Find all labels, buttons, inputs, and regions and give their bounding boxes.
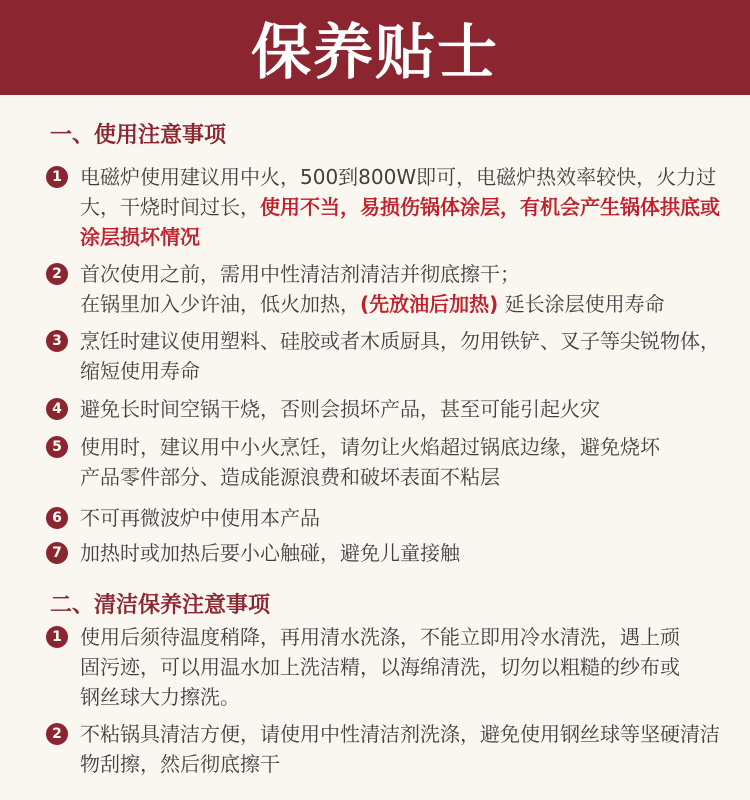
item-text: 不可再微波炉中使用本产品 — [80, 506, 320, 530]
number-badge: 7 — [46, 542, 68, 564]
item-text: 首次使用之前，需用中性清洁剂清洁并彻底擦干； 在锅里加入少许油，低火加热，(先放油后加热) 延长涂层使用寿命 — [80, 262, 665, 316]
usage-item-3 — [46, 326, 726, 386]
item-text: 烹饪时建议使用塑料、硅胶或者木质厨具，勿用铁铲、叉子等尖锐物体，缩短使用寿命 — [80, 329, 720, 383]
number-badge: 1 — [46, 626, 68, 648]
item-text: 电磁炉使用建议用中火，500到800W即可，电磁炉热效率较快，火力过大，干烧时间过长，使用不当，易损伤锅体涂层，有机会产生锅体拱底或涂层损坏情况 — [80, 165, 720, 249]
number-badge: 4 — [46, 398, 68, 420]
usage-item-1 — [46, 162, 726, 252]
usage-item-5 — [46, 432, 726, 492]
number-badge: 3 — [46, 330, 68, 352]
number-badge: 6 — [46, 507, 68, 529]
number-badge: 1 — [46, 166, 68, 188]
section-title-cleaning: 二、清洁保养注意事项 — [50, 593, 271, 618]
number-badge: 5 — [46, 436, 68, 458]
cleaning-item-2 — [46, 719, 726, 779]
section-title-usage: 一、使用注意事项 — [50, 123, 227, 148]
usage-item-2 — [46, 259, 726, 319]
cleaning-item-1 — [46, 622, 726, 712]
item-text: 使用时，建议用中小火烹饪，请勿让火焰超过锅底边缘，避免烧坏产品零件部分、造成能源浪费和破坏表面不粘层 — [80, 435, 660, 489]
page-title: 保养贴士 — [251, 17, 499, 88]
number-badge: 2 — [46, 723, 68, 745]
item-text: 不粘锅具清洁方便，请使用中性清洁剂洗涤，避免使用钢丝球等坚硬清洁物刮擦，然后彻底擦干 — [80, 722, 720, 776]
usage-item-6 — [46, 503, 726, 533]
highlight-warning: 使用不当，易损伤锅体涂层，有机会产生锅体拱底或涂层损坏情况 — [80, 195, 720, 249]
number-badge: 2 — [46, 263, 68, 285]
item-text: 加热时或加热后要小心触碰，避免儿童接触 — [80, 541, 460, 565]
usage-item-7 — [46, 538, 726, 568]
usage-item-4 — [46, 394, 726, 424]
header-banner — [0, 0, 750, 95]
item-text: 避免长时间空锅干烧，否则会损坏产品，甚至可能引起火灾 — [80, 397, 600, 421]
highlight-tip: (先放油后加热) — [360, 292, 499, 316]
item-text: 使用后须待温度稍降，再用清水洗涤，不能立即用冷水清洗，遇上顽固污迹，可以用温水加上洗洁精，以海绵清洗，切勿以粗糙的纱布或钢丝球大力擦洗。 — [80, 625, 680, 709]
